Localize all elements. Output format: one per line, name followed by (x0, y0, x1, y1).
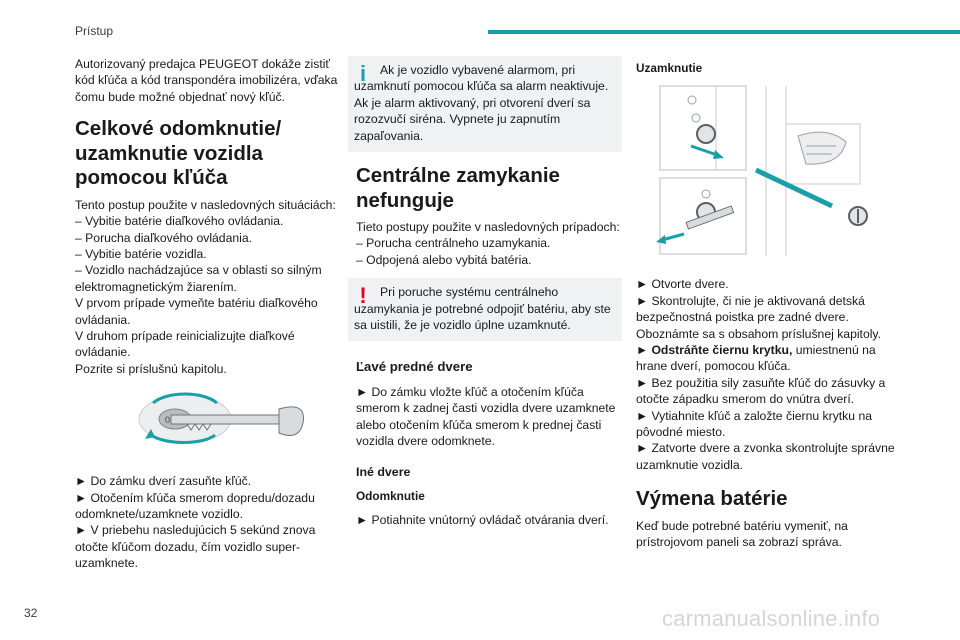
list-item: – Vozidlo nachádzajúce sa v oblasti so silným elektromagnetickým žiarením. (75, 263, 322, 294)
svg-text:0: 0 (165, 415, 171, 426)
page-number: 32 (24, 606, 38, 620)
column-right (636, 56, 904, 551)
info-note (348, 56, 622, 152)
header-section-title: Prístup (75, 24, 114, 38)
info-note-line: Ak je vozidlo vybavené alarmom, pri uzamknutí pomocou kľúča sa alarm neaktivuje. (354, 63, 609, 94)
column-left (75, 56, 343, 572)
watermark: carmanualsonline.info (662, 606, 881, 631)
battery-text: Keď bude potrebné batériu vymeniť, na prístrojovom paneli sa zobrazí správa. (636, 518, 848, 550)
door-latch-icon (636, 84, 904, 264)
heading-other-doors: Iné dvere (356, 464, 411, 479)
step-child-lock: ► Skontrolujte, či nie je aktivovaná detská bezpečnostná poistka pre zadné dvere. (636, 293, 865, 325)
heading-unlocking: Odomknutie (356, 488, 425, 503)
heading-battery-replacement: Výmena batérie (636, 487, 788, 511)
column-middle (356, 56, 624, 529)
list-item: – Vybitie batérie vozidla. (75, 246, 207, 261)
step-super-lock: ► V priebehu nasledujúcich 5 sekúnd znova otočte kľúčom dozadu, čím vozidlo super-uzamknete. (75, 523, 316, 571)
list-item: – Porucha diaľkového ovládania. (75, 230, 253, 245)
step-remove-cap-rest: umiestnenú na hrane dverí, pomocou kľúča. (636, 343, 876, 374)
intro-paragraph: Autorizovaný predajca PEUGEOT dokáže zistiť kód kľúča a kód transpondéra imobilizéra, vďaka čomu bude možné objednať nový kľúč. (75, 57, 338, 104)
step-close-door: ► Zatvorte dvere a zvonka skontrolujte správne uzamknutie vozidla. (636, 441, 895, 472)
door-lock-illustration (636, 84, 904, 264)
warning-note (348, 278, 622, 341)
info-icon: i (359, 61, 367, 86)
step-remove-cap (636, 342, 904, 375)
info-note-line: Ak je alarm aktivovaný, pri otvorení dverí sa rozozvučí siréna. Vypnete ju zapnutím zapaľovania. (354, 95, 591, 143)
heading-central-locking-fault: Centrálne zamykanie nefunguje (356, 164, 560, 212)
text-line: V druhom prípade reinicializujte diaľkové ovládanie. (75, 328, 295, 360)
text-line: Oboznámte sa s obsahom príslušnej kapitoly. (636, 326, 881, 341)
list-item: – Vybitie batérie diaľkového ovládania. (75, 214, 284, 229)
step-remove-cap-bold: ► Odstráňte čiernu krytku, (636, 343, 793, 358)
text-line: Tento postup použite v nasledovných situáciách: (75, 197, 336, 212)
warning-note-text: Pri poruche systému centrálneho uzamykania je potrebné odpojiť batériu, aby ste sa uistili, že je vozidlo úplne uzamknuté. (354, 285, 611, 333)
heading-front-left-door: Ľavé predné dvere (356, 359, 473, 375)
text-line: Tieto postupy použite v nasledovných prípadoch: (356, 220, 620, 235)
heading-key-locking: Celkové odomknutie/ uzamknutie vozidla pomocou kľúča (75, 117, 282, 190)
step-insert-key-latch: ► Bez použitia sily zasuňte kľúč do zásuvky a otočte západku smerom do vnútra dverí. (636, 375, 886, 407)
header-accent-bar (488, 30, 960, 34)
step-replace-cap: ► Vytiahnite kľúč a založte čiernu krytku na pôvodné miesto. (636, 408, 873, 440)
step-front-door: ► Do zámku vložte kľúč a otočením kľúča smerom k zadnej časti vozidla dvere uzamknete alebo otočením kľúča smerom k prednej časti vozidla dvere odomknete. (356, 384, 616, 449)
text-line: Pozrite si príslušnú kapitolu. (75, 361, 227, 376)
heading-locking: Uzamknutie (636, 61, 703, 75)
key-turn-icon (75, 381, 343, 467)
key-in-lock-illustration (75, 381, 343, 467)
step-insert-key: ► Do zámku dverí zasuňte kľúč. (75, 474, 252, 489)
list-item: – Odpojená alebo vybitá batéria. (356, 252, 532, 267)
step-open-door: ► Otvorte dvere. (636, 277, 729, 292)
list-item: – Porucha centrálneho uzamykania. (356, 236, 551, 251)
step-unlock: ► Potiahnite vnútorný ovládač otvárania dverí. (356, 513, 609, 528)
step-turn-key: ► Otočením kľúča smerom dopredu/dozadu odomknete/uzamknete vozidlo. (75, 490, 315, 521)
text-line: V prvom prípade vymeňte batériu diaľkového ovládania. (75, 296, 318, 327)
warning-icon: ! (359, 283, 367, 309)
